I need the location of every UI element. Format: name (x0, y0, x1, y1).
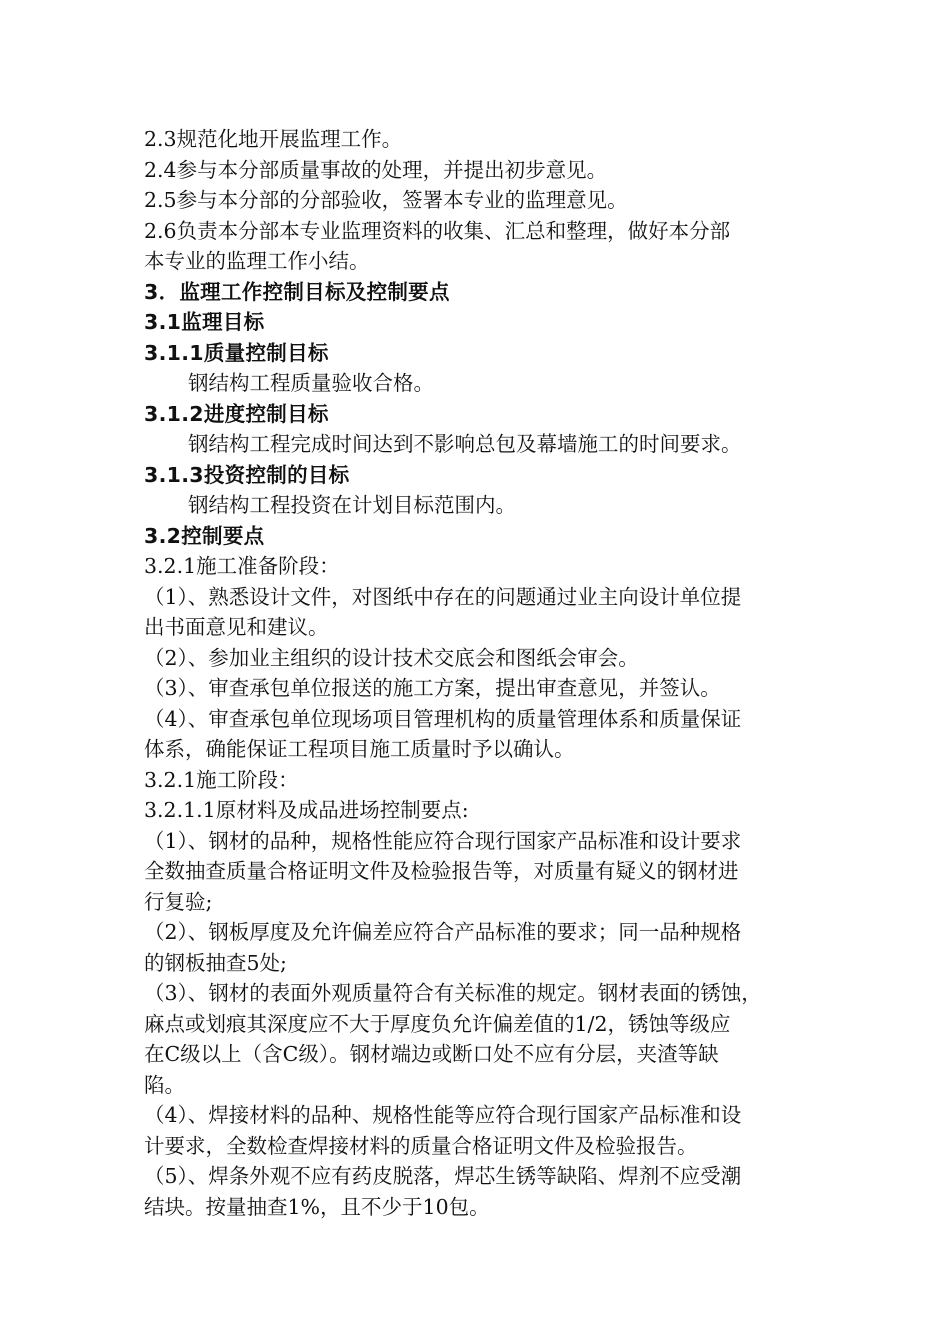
subsection-heading: 3.1监理目标 (144, 310, 265, 334)
text-line: 2.6负责本分部本专业监理资料的收集、汇总和整理，做好本分部 (144, 218, 731, 243)
text-line: （2）、钢板厚度及允许偏差应符合产品标准的要求；同一品种规格 (144, 920, 742, 944)
text-line: （5）、焊条外观不应有药皮脱落，焊芯生锈等缺陷、焊剂不应受潮 (144, 1164, 742, 1188)
text-line: 2.3规范化地开展监理工作。 (144, 127, 403, 151)
subsection-heading: 3.1.1质量控制目标 (144, 340, 329, 365)
text-line: （1）、熟悉设计文件，对图纸中存在的问题通过业主向设计单位提 (144, 584, 742, 609)
text-line: 3.2.1施工阶段： (144, 767, 299, 792)
subsection-heading: 3.1.2进度控制目标 (144, 401, 329, 426)
text-line: 全数抽查质量合格证明文件及检验报告等，对质量有疑义的钢材进 (144, 859, 739, 883)
text-line: 体系，确能保证工程项目施工质量时予以确认。 (144, 737, 575, 761)
text-line: 出书面意见和建议。 (144, 615, 329, 639)
text-line: 3.2.1施工准备阶段： (144, 554, 340, 578)
text-line: 在C级以上（含C级）。钢材端边或断口处不应有分层，夹渣等缺 (144, 1042, 719, 1066)
document-page (144, 124, 814, 1222)
text-line: 行复验; (144, 889, 213, 914)
text-line: 的钢板抽查5处; (144, 950, 287, 975)
text-line: 计要求，全数检查焊接材料的质量合格证明文件及检验报告。 (144, 1133, 698, 1158)
text-line: （2）、参加业主组织的设计技术交底会和图纸会审会。 (144, 645, 639, 670)
text-line: 本专业的监理工作小结。 (144, 249, 370, 273)
text-line: 2.5参与本分部的分部验收，签署本专业的监理意见。 (144, 188, 628, 212)
text-line: 结块。按量抽查1%，且不少于10包。 (144, 1194, 490, 1219)
text-line: （4）、焊接材料的品种、规格性能等应符合现行国家产品标准和设 (144, 1103, 742, 1127)
subsection-heading: 3.1.3投资控制的目标 (144, 462, 350, 487)
text-line: （1）、钢材的品种，规格性能应符合现行国家产品标准和设计要求 (144, 828, 742, 853)
indented-text-line: 钢结构工程完成时间达到不影响总包及幕墙施工的时间要求。 (188, 432, 742, 456)
text-line: （3）、钢材的表面外观质量符合有关标准的规定。钢材表面的锈蚀， (144, 981, 762, 1005)
indented-text-line: 钢结构工程投资在计划目标范围内。 (188, 493, 516, 517)
text-line: （3）、审查承包单位报送的施工方案，提出审查意见，并签认。 (144, 676, 721, 700)
text-line: 2.4参与本分部质量事故的处理，并提出初步意见。 (144, 157, 608, 182)
section-heading: 3．监理工作控制目标及控制要点 (144, 279, 450, 304)
text-line: 麻点或划痕其深度应不大于厚度负允许偏差值的1/2，锈蚀等级应 (144, 1011, 731, 1036)
text-line: （4）、审查承包单位现场项目管理机构的质量管理体系和质量保证 (144, 706, 742, 731)
indented-text-line: 钢结构工程质量验收合格。 (188, 371, 434, 395)
text-line: 陷。 (144, 1072, 185, 1097)
subsection-heading: 3.2控制要点 (144, 523, 265, 548)
text-line: 3.2.1.1原材料及成品进场控制要点: (144, 798, 469, 822)
